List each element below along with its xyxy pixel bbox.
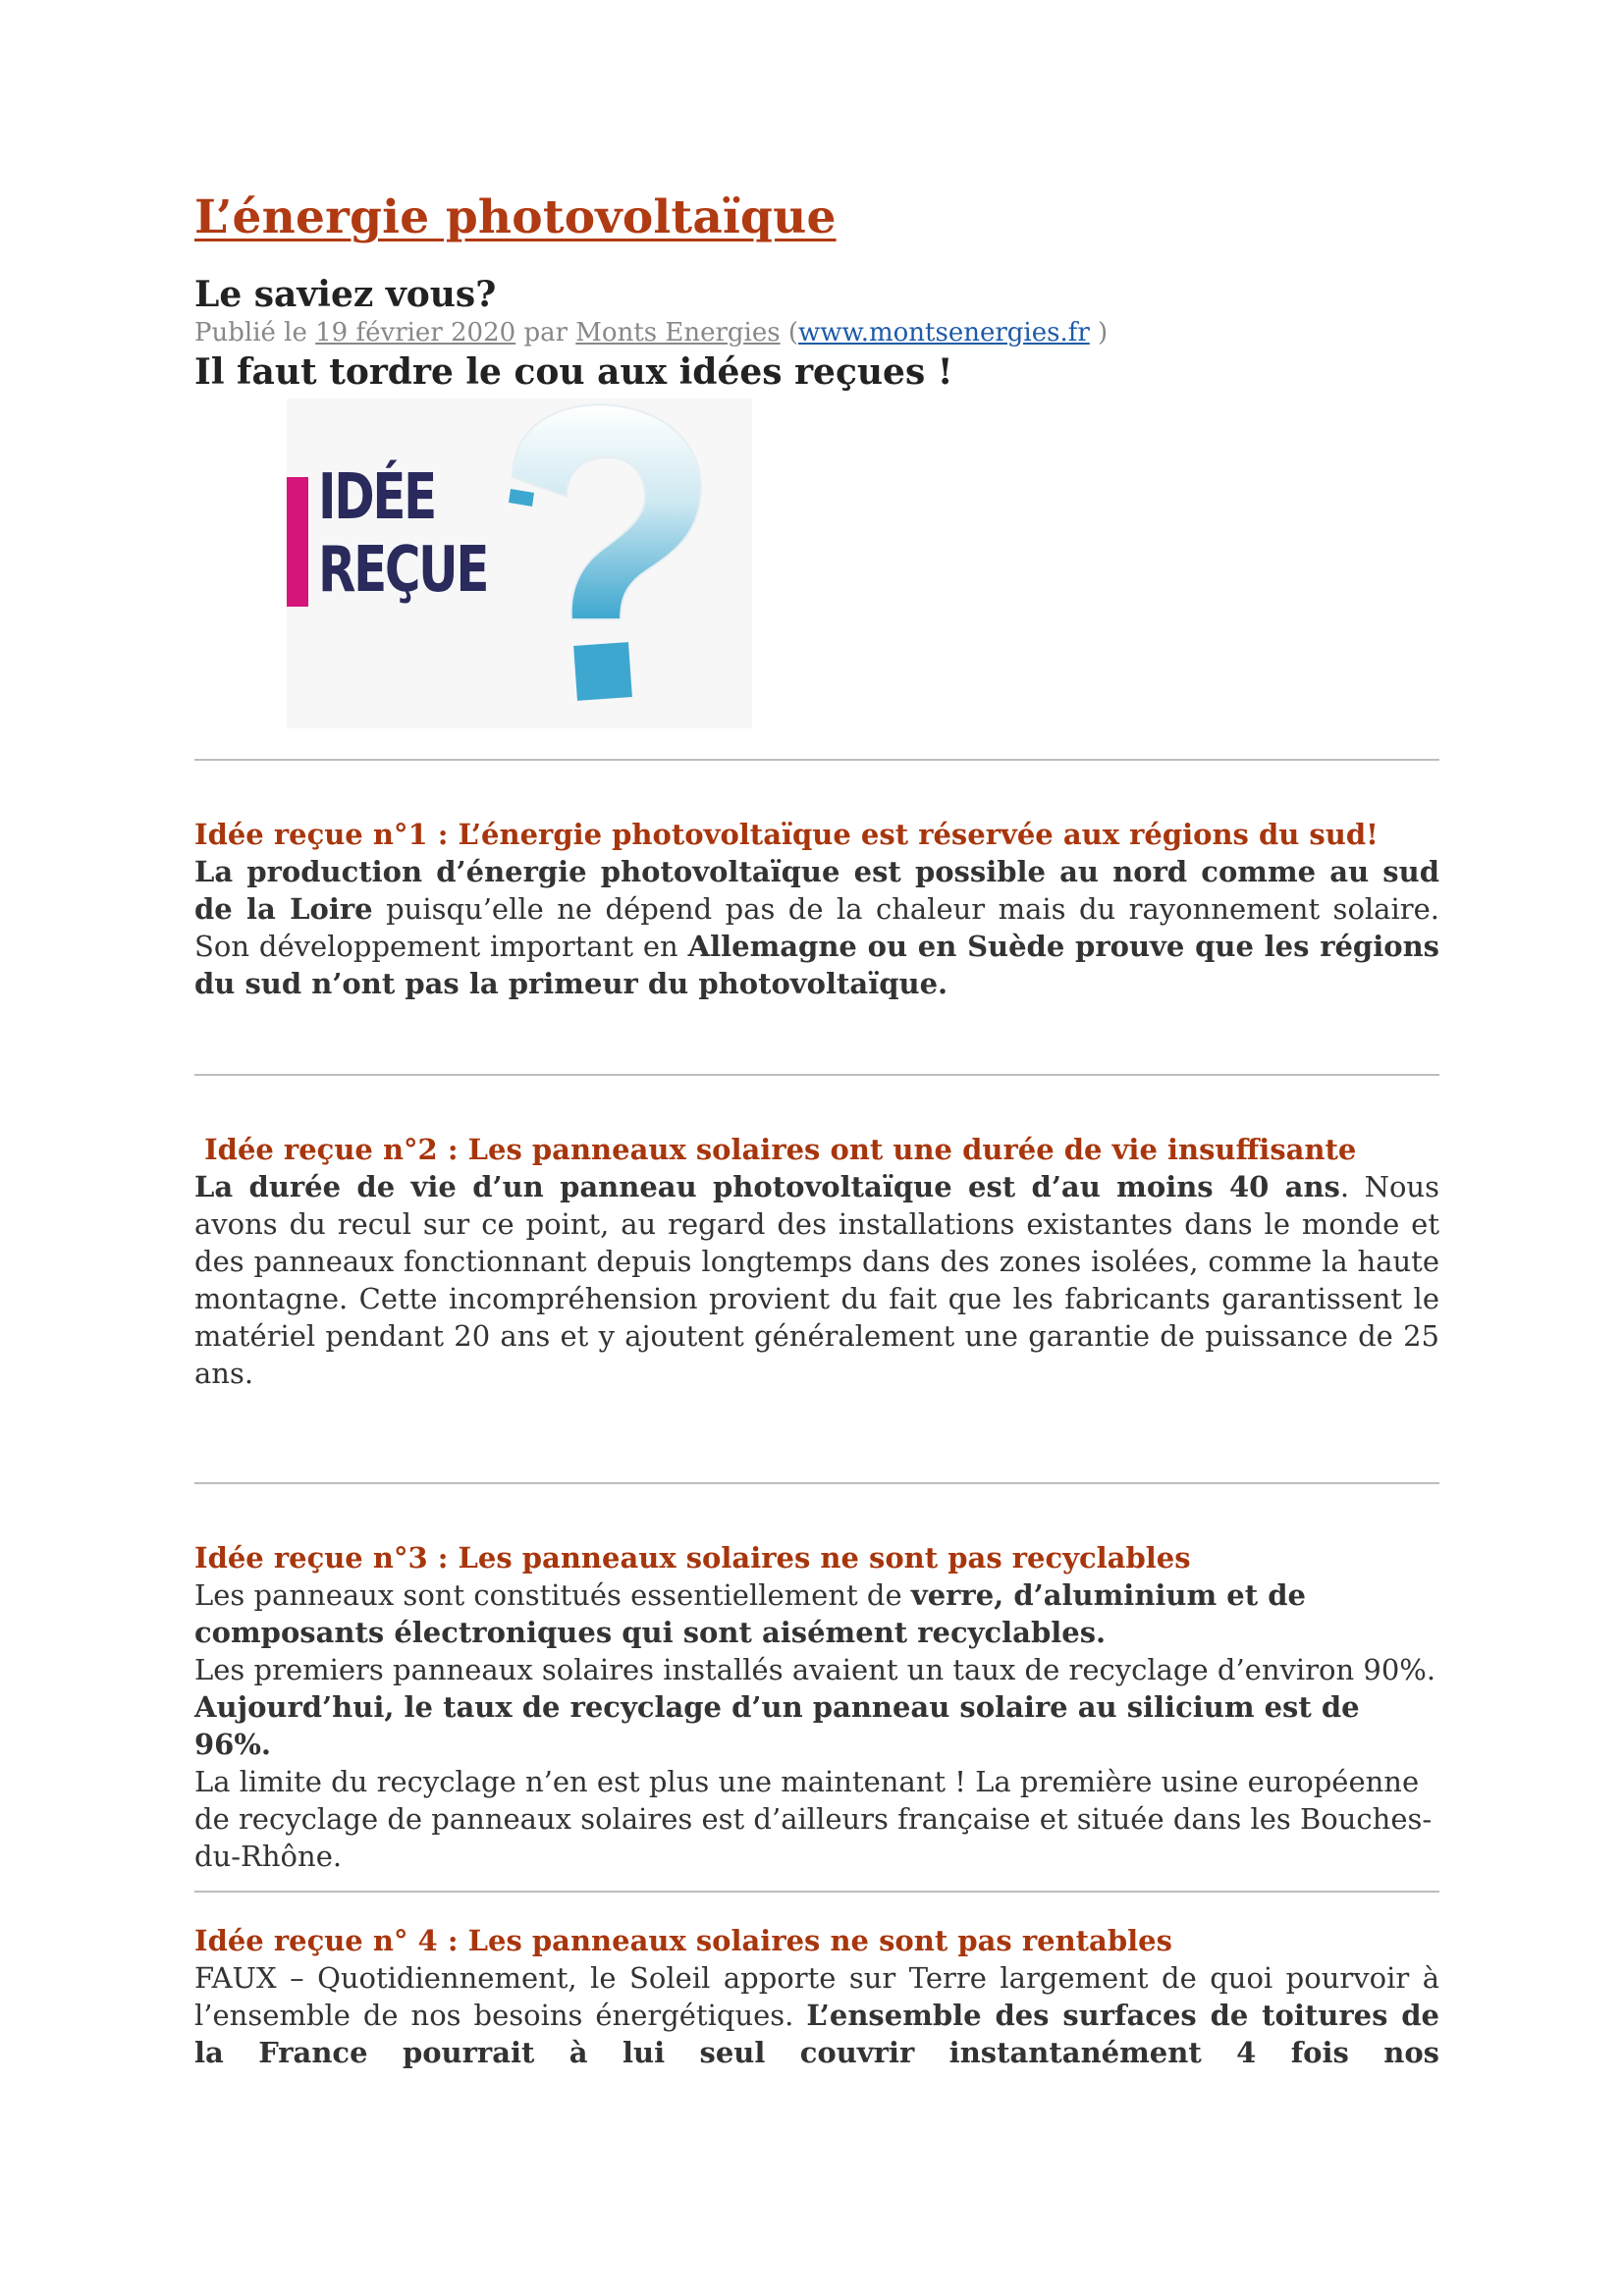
body-text: Les panneaux sont constitués essentiellement de <box>194 1578 911 1612</box>
bold-text: verre, d’aluminium et de composants électroniques qui sont aisément recyclables. <box>194 1578 1306 1649</box>
bold-text: La durée de vie d’un panneau photovoltaïque est d’au moins 40 ans <box>194 1170 1340 1203</box>
by-text: par <box>515 318 576 347</box>
image-word-recue: REÇUE <box>318 534 488 607</box>
section-paragraph: La limite du recyclage n’en est plus une maintenant ! La première usine européenne de recyclage de panneaux solaires est d’ailleurs française et située dans les Bouches-du-Rhône. <box>194 1765 1433 1873</box>
divider <box>194 1482 1439 1484</box>
section-idee-1 <box>194 816 1439 1002</box>
idee-recue-image <box>287 399 752 728</box>
divider <box>194 1074 1439 1076</box>
body-text: puisqu’elle ne dépend pas de la chaleur mais du rayonnement solaire. Son développement important en <box>194 892 1439 963</box>
divider <box>194 1891 1439 1893</box>
question-mark-icon <box>287 399 752 728</box>
section-idee-4 <box>194 1922 1439 2071</box>
section-heading: Idée reçue n° 4 : Les panneaux solaires ne sont pas rentables <box>194 1924 1172 1957</box>
subtitle: Le saviez vous? <box>194 274 497 315</box>
section-heading: Idée reçue n°3 : Les panneaux solaires ne sont pas recyclables <box>194 1541 1191 1575</box>
publication-date-link[interactable]: 19 février 2020 <box>315 318 516 347</box>
author-link[interactable]: Monts Energies <box>575 318 781 347</box>
bold-text: L’ensemble des surfaces de toitures de la France pourrait à lui seul couvrir instantanément 4 fois nos <box>194 1999 1439 2069</box>
section-idee-3 <box>194 1539 1439 1875</box>
body-text: FAUX – Quotidiennement, le Soleil apporte sur Terre largement de quoi pourvoir à l’ensemble de nos besoins énergétiques. <box>194 1961 1439 2032</box>
section-paragraph <box>194 1168 1439 1392</box>
close-paren: ) <box>1089 318 1109 347</box>
published-prefix: Publié le <box>194 318 316 347</box>
publication-meta <box>194 316 1439 349</box>
section-paragraph-bold <box>194 1688 1439 1763</box>
section-paragraph: Les premiers panneaux solaires installés avaient un taux de recyclage d’environ 90%. <box>194 1653 1436 1686</box>
bold-text: Allemagne ou en Suède prouve que les régions du sud n’ont pas la primeur du photovoltaïque. <box>194 930 1439 1000</box>
section-paragraph <box>194 1576 1439 1651</box>
image-word-idee: IDÉE <box>318 461 435 534</box>
section-paragraph <box>194 1959 1439 2071</box>
website-link[interactable]: www.montsenergies.fr <box>798 318 1090 347</box>
section-idee-2 <box>194 1131 1439 1392</box>
section-heading: Idée reçue n°2 : Les panneaux solaires ont une durée de vie insuffisante <box>194 1133 1357 1166</box>
section-paragraph <box>194 853 1439 1002</box>
bold-text: La production d’énergie photovoltaïque est possible au nord comme au sud de la Loire <box>194 855 1439 926</box>
open-paren: ( <box>780 318 799 347</box>
divider <box>194 759 1439 761</box>
body-text: . Nous avons du recul sur ce point, au regard des installations existantes dans le monde et des panneaux fonctionnant depuis longtemps dans des zones isolées, comme la haute montagne. Cette incompréhension provient du fait que les fabricants garantissent le matériel pendant 20 ans et y ajoutent généralement une garantie de puissance de 25 ans. <box>194 1170 1439 1390</box>
page-title: L’énergie photovoltaïque <box>194 190 837 244</box>
headline: Il faut tordre le cou aux idées reçues ! <box>194 351 953 393</box>
document-page <box>194 187 1439 2071</box>
bold-text: Aujourd’hui, le taux de recyclage d’un panneau solaire au silicium est de 96%. <box>194 1690 1360 1761</box>
section-heading: Idée reçue n°1 : L’énergie photovoltaïque est réservée aux régions du sud! <box>194 818 1379 851</box>
